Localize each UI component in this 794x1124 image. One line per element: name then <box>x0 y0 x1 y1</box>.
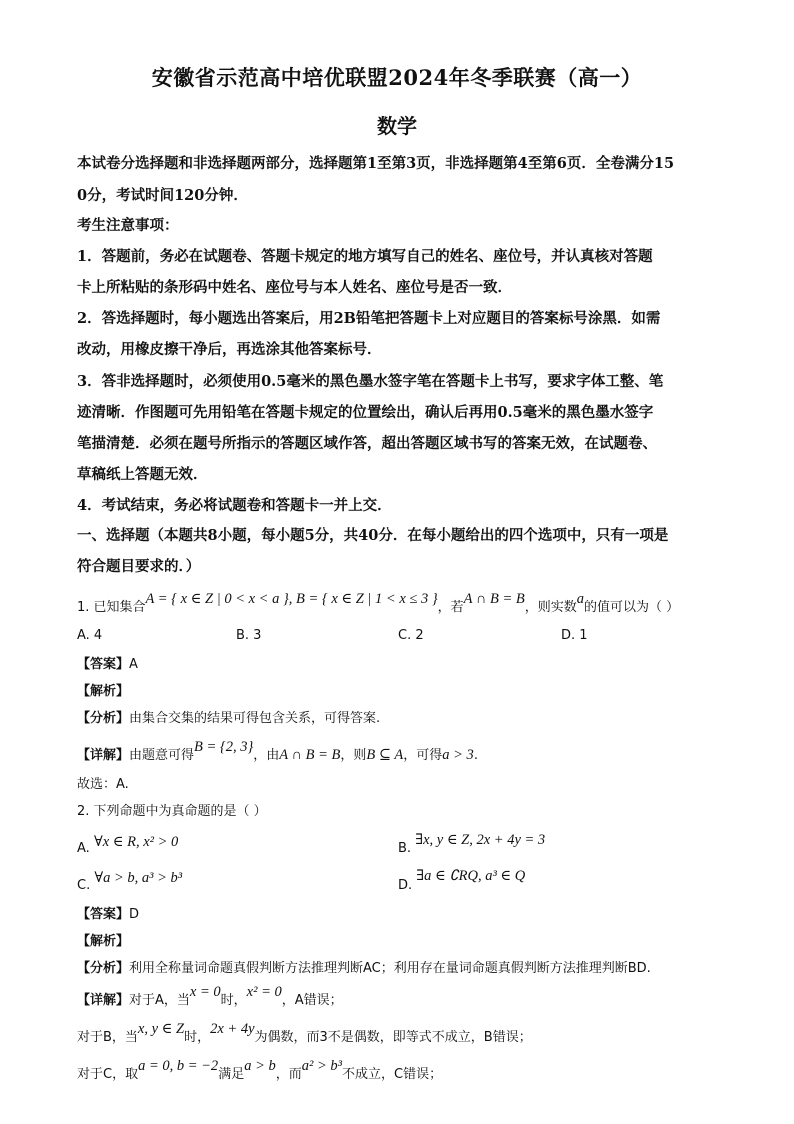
q1-xj-condition: A ∩ B = B <box>279 747 341 763</box>
q1-xj-text-3: ，则 <box>340 748 367 763</box>
q2-option-c-label: C. <box>77 878 91 893</box>
q1-option-c: C. 2 <box>398 628 424 643</box>
q2-fenxi-tag: 【分析】 <box>77 961 130 976</box>
q1-tail: 的值可以为（ ） <box>584 600 680 615</box>
q1-xj-text-5: . <box>473 748 478 763</box>
q2-detail-b <box>77 1021 532 1046</box>
notice-4: 4．考试结束，务必将试题卷和答题卡一并上交． <box>77 497 392 514</box>
notice-3-line-3: 笔描清楚．必须在题号所指示的答题区域作答，超出答题区域书写的答案无效，在试题卷、 <box>77 435 657 452</box>
q2-option-d <box>398 868 526 893</box>
q1-xj-text-1: 由题意可得 <box>129 748 195 763</box>
q1-mid: ，若 <box>437 600 464 615</box>
q2-db-math-2: 2x + 4y <box>210 1021 255 1037</box>
q1-option-a: A. 4 <box>77 628 103 643</box>
q1-analysis-tag <box>77 680 129 699</box>
q2-option-a-math: ∀x ∈ R, x² > 0 <box>93 834 179 850</box>
q1-answer <box>77 653 138 672</box>
exam-subject: 数学 <box>377 114 417 138</box>
intro-line-1: 本试卷分选择题和非选择题两部分，选择题第1至第3页，非选择题第4至第6页．全卷满分15 <box>77 155 675 172</box>
q2-dc-text-3: ，而 <box>275 1067 302 1082</box>
q1-option-d: D. 1 <box>561 628 588 643</box>
q2-dc-text-2: 满足 <box>218 1067 245 1082</box>
q2-option-c-math: ∀a > b, a³ > b³ <box>94 870 183 886</box>
q2-db-text-3: 为偶数，而3不是偶数，即等式不成立，B错误； <box>254 1030 532 1045</box>
q2-option-b-math: ∃x, y ∈ Z, 2x + 4y = 3 <box>415 832 546 848</box>
q2-option-d-label: D. <box>398 878 413 893</box>
q2-option-b <box>398 832 546 856</box>
q2-dc-text-4: 不成立，C错误； <box>342 1067 443 1082</box>
q2-detail-a <box>77 984 343 1009</box>
q1-prefix: 1. 已知集合 <box>77 600 146 615</box>
q1-suffix: ，则实数 <box>524 600 577 615</box>
q2-dc-math-3: a² > b³ <box>301 1058 342 1074</box>
section-1-line-2: 符合题目要求的．） <box>77 558 201 575</box>
notice-2-line-2: 改动，用橡皮擦干净后，再选涂其他答案标号． <box>77 341 382 358</box>
q1-xj-text-2: ，由 <box>253 748 280 763</box>
q2-fenxi <box>77 957 651 976</box>
intro-line-2: 0分，考试时间120分钟． <box>77 187 248 204</box>
q1-xiangjie <box>77 739 478 764</box>
q2-xiangjie-tag: 【详解】 <box>77 993 130 1008</box>
q1-fenxi-tag: 【分析】 <box>77 711 130 726</box>
q1-fenxi <box>77 707 380 726</box>
q2-detail-c <box>77 1058 443 1083</box>
q1-xj-result: a > 3 <box>442 747 474 763</box>
q2-da-math-2: x² = 0 <box>246 984 282 1000</box>
q2-da-math-1: x = 0 <box>189 984 221 1000</box>
notice-1-line-2: 卡上所粘贴的条形码中姓名、座位号与本人姓名、座位号是否一致． <box>77 279 512 296</box>
q2-dc-text-1: 对于C，取 <box>77 1067 139 1082</box>
q2-answer-tag: 【答案】 <box>77 907 130 922</box>
q2-dc-math-2: a > b <box>244 1058 276 1074</box>
q1-xj-subset: B ⊆ A <box>366 747 404 763</box>
q2-db-text-2: 时， <box>184 1030 211 1045</box>
q2-option-a <box>77 834 179 856</box>
q2-fenxi-text: 利用全称量词命题真假判断方法推理判断AC；利用存在量词命题真假判断方法推理判断BD. <box>129 961 651 976</box>
q2-option-d-math: ∃a ∈ ∁RQ, a³ ∈ Q <box>416 868 526 884</box>
q2-option-a-label: A. <box>77 841 90 856</box>
q2-dc-math-1: a = 0, b = −2 <box>138 1058 219 1074</box>
q1-analysis-label: 【解析】 <box>77 684 130 699</box>
exam-title: 安徽省示范高中培优联盟2024年冬季联赛（高一） <box>151 65 643 90</box>
q2-db-text-1: 对于B，当 <box>77 1030 138 1045</box>
q2-da-text-2: 时， <box>220 993 247 1008</box>
q1-stem <box>77 591 680 616</box>
q2-option-c <box>77 870 183 893</box>
q1-variable: a <box>576 591 584 607</box>
q1-xj-text-4: ，可得 <box>403 748 443 763</box>
q2-db-math-1: x, y ∈ Z <box>137 1021 185 1037</box>
q2-analysis-tag <box>77 930 129 949</box>
q1-set-def: A = { x ∈ Z | 0 < x < a }, B = { x ∈ Z | 1 < x ≤ 3 } <box>145 591 438 607</box>
q2-da-text-3: ，A错误； <box>281 993 343 1008</box>
q1-xj-set-b: B = {2, 3} <box>194 739 254 755</box>
q1-choose: 故选：A. <box>77 777 129 792</box>
notice-2-line-1: 2．答选择题时，每小题选出答案后，用2B铅笔把答题卡上对应题目的答案标号涂黑．如需 <box>77 310 661 327</box>
q2-answer-value: D <box>129 907 140 922</box>
q2-stem: 2. 下列命题中为真命题的是（ ） <box>77 804 267 819</box>
q1-xiangjie-tag: 【详解】 <box>77 748 130 763</box>
q1-answer-value: A <box>129 657 138 672</box>
section-1-line-1: 一、选择题（本题共8小题，每小题5分，共40分．在每小题给出的四个选项中，只有一项是 <box>77 527 669 544</box>
notice-3-line-1: 3．答非选择题时，必须使用0.5毫米的黑色墨水签字笔在答题卡上书写，要求字体工整、笔 <box>77 373 664 390</box>
q1-option-b: B. 3 <box>236 628 262 643</box>
q2-answer <box>77 903 139 922</box>
notice-3-line-4: 草稿纸上答题无效． <box>77 466 208 483</box>
notice-3-line-2: 迹清晰．作图题可先用铅笔在答题卡规定的位置绘出，确认后再用0.5毫米的黑色墨水签字 <box>77 404 654 421</box>
q2-da-text-1: 对于A，当 <box>129 993 190 1008</box>
q1-fenxi-text: 由集合交集的结果可得包含关系，可得答案. <box>129 711 381 726</box>
q2-option-b-label: B. <box>398 841 412 856</box>
q1-condition: A ∩ B = B <box>463 591 525 607</box>
notice-title: 考生注意事项： <box>77 217 179 234</box>
q2-analysis-label: 【解析】 <box>77 934 130 949</box>
q1-answer-tag: 【答案】 <box>77 657 130 672</box>
notice-1-line-1: 1．答题前，务必在试题卷、答题卡规定的地方填写自己的姓名、座位号，并认真核对答题 <box>77 248 653 265</box>
